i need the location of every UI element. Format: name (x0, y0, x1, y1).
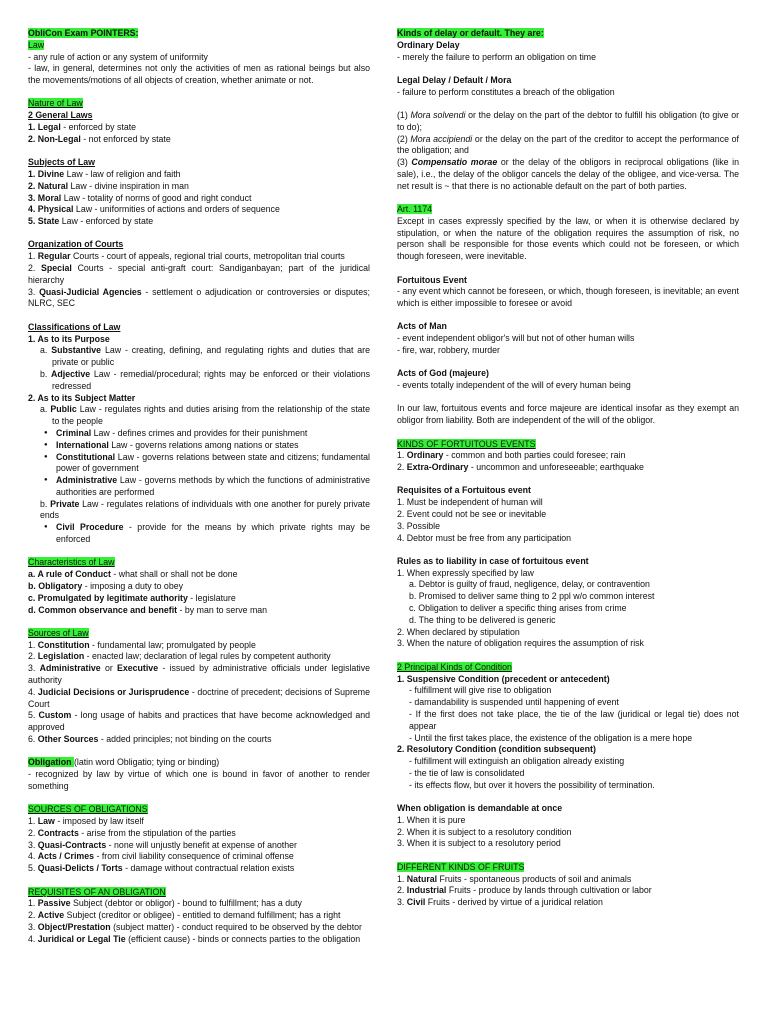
list-item: 2. When it is subject to a resolutory condition (397, 826, 572, 837)
list-item: a. Debtor is guilty of fraud, negligence, delay, or contravention (409, 579, 650, 590)
acts-man-line: - fire, war, robbery, murder (397, 345, 500, 356)
list-item: b. Obligatory - imposing a duty to obey (28, 580, 183, 591)
list-item: 4. Judicial Decisions or Jurisprudence - doctrine of precedent; decisions of Supreme Court (28, 686, 370, 709)
list-item: 3. Administrative or Executive - issued by administrative officials under legislative authority (28, 663, 371, 686)
list-item: - If the first does not take place, the tie of the law (juridical or legal tie) does not appear (409, 708, 739, 731)
legal-delay-heading: Legal Delay / Default / Mora (397, 74, 512, 85)
bullet-item: ● Constitutional Law - governs relations between state and citizens; fundamental power of government (44, 452, 370, 476)
list-item: a. Substantive Law - creating, defining, and regulating rights and duties that are private or public (40, 345, 370, 368)
list-item: 3. Object/Prestation (subject matter) - conduct required to be observed by the debtor (28, 921, 362, 932)
list-item: 3. Possible (397, 520, 441, 531)
list-item: 6. Other Sources - added principles; not binding on the courts (28, 734, 272, 745)
subjects-heading: Subjects of Law (28, 157, 95, 168)
resolutory-heading: 2. Resolutory Condition (condition subsequent) (397, 744, 596, 755)
delay-heading: Kinds of delay or default. They are: (397, 28, 544, 38)
kinds-fortuitous-heading: KINDS OF FORTUITOUS EVENTS (397, 438, 536, 449)
list-item: 3. Civil Fruits - derived by virtue of a juridical relation (397, 897, 603, 908)
list-item: d. Common observance and benefit - by man to serve man (28, 604, 268, 615)
law-line: - law, in general, determines not only the activities of men as rational beings but also the movements/motions of all objects of creation, whether animate or not. (28, 63, 370, 86)
list-item: 4. Debtor must be free from any participation (397, 532, 572, 543)
list-item: 5. Custom - long usage of habits and practices that have become acknowledged and approved (28, 710, 370, 733)
demandable-heading: When obligation is demandable at once (397, 803, 563, 814)
bullet-item: ● International Law - governs relations among nations or states (44, 440, 370, 452)
classifications-heading: Classifications of Law (28, 321, 121, 332)
list-item: 1. Natural Fruits - spontaneous products of soil and animals (397, 873, 632, 884)
list-item: 2. When declared by stipulation (397, 626, 520, 637)
bullet-item: ● Criminal Law - defines crimes and provides for their punishment (44, 428, 370, 440)
class-purpose: 1. As to its Purpose (28, 333, 110, 344)
sources-heading: Sources of Law (28, 627, 89, 638)
left-column (28, 28, 370, 945)
art-heading: Art. 1174 (397, 204, 433, 215)
art-text: Except in cases expressly specified by the law, or when it is otherwise declared by stipulation, or when the nature of the obligation requires the assumption of risk, no person shall be responsible for those events which could not be foreseen, or which though foreseen, were inevitable. (397, 215, 739, 262)
acts-man-line: - event independent obligor's will but not of other human wills (397, 333, 635, 344)
ordinary-delay-line: - merely the failure to perform an obligation on time (397, 51, 597, 62)
list-item: 2. Special Courts - special anti-graft court: Sandiganbayan; part of the juridical hierarchy (28, 263, 371, 285)
sources-obligations-heading: SOURCES OF OBLIGATIONS (28, 804, 148, 815)
requisites-fortuitous-heading: Requisites of a Fortuitous event (397, 485, 531, 496)
list-item: - damandability is suspended until happening of event (409, 697, 619, 708)
list-item: 1. Constitution - fundamental law; promulgated by people (28, 639, 256, 650)
list-item: b. Private Law - regulates relations of individuals with one another for purely private ends (40, 498, 370, 521)
law-heading: Law (28, 39, 45, 50)
general-laws-heading: 2 General Laws (28, 110, 93, 121)
list-item: c. Obligation to deliver a specific thing arises from crime (409, 603, 627, 614)
requisites-heading: REQUISITES OF AN OBLIGATION (28, 886, 166, 897)
ordinary-delay-heading: Ordinary Delay (397, 39, 460, 50)
characteristics-heading: Characteristics of Law (28, 557, 115, 568)
law-line: - any rule of action or any system of uniformity (28, 51, 208, 62)
suspensive-heading: 1. Suspensive Condition (precedent or antecedent) (397, 673, 610, 684)
list-item: 1. Divine Law - law of religion and faith (28, 168, 181, 179)
list-item: 5. State Law - enforced by state (28, 216, 154, 227)
list-item: a. Public Law - regulates rights and duties arising from the relationship of the state to the people (40, 404, 370, 427)
list-item: - the tie of law is consolidated (409, 767, 525, 778)
condition-heading: 2 Principal Kinds of Condition (397, 661, 512, 672)
list-item: 1. When expressly specified by law (397, 567, 534, 578)
acts-man-heading: Acts of Man (397, 321, 447, 332)
doc-title: ObliCon Exam POINTERS: (28, 28, 139, 38)
list-item: 1. Passive Subject (debtor or obligor) - bound to fulfillment; has a duty (28, 898, 302, 909)
fruits-heading: DIFFERENT KINDS OF FRUITS (397, 861, 525, 872)
class-subject-matter: 2. As to its Subject Matter (28, 392, 136, 403)
legal-delay-line: - failure to perform constitutes a breach of the obligation (397, 86, 615, 97)
list-item: 3. Quasi-Judicial Agencies - settlement o adjudication or controversies or disputes; NLRC, SEC (28, 286, 370, 309)
list-item: - fulfillment will extinguish an obligation already existing (409, 756, 625, 767)
list-item: a. A rule of Conduct - what shall or shall not be done (28, 569, 238, 580)
list-item: 1. Ordinary - common and both parties could foresee; rain (397, 450, 626, 461)
list-item: 2. Contracts - arise from the stipulation of the parties (28, 827, 236, 838)
list-item: 1. Regular Courts - court of appeals, regional trial courts, metropolitan trial courts (28, 251, 345, 262)
list-item: 2. Extra-Ordinary - uncommon and unforeseeable; earthquake (397, 462, 644, 473)
bullet-item: ● Administrative Law - governs methods by which the functions of administrative authorities are performed (44, 475, 370, 499)
list-item: 4. Acts / Crimes - from civil liability consequence of criminal offense (28, 851, 294, 862)
list-item: 3. Quasi-Contracts - none will unjustly benefit at expense of another (28, 839, 297, 850)
bullet-item: ● Civil Procedure - provide for the means by which private rights may be enforced (44, 522, 370, 546)
mora-item: (3) Compensatio morae or the delay of the obligors in reciprocal obligations (like in sale), i.e., the delay of the obligor cancels the delay of the obligee, and vice-versa. The net result is ~ that there is no actionable default on the part of both parties. (397, 157, 739, 191)
fortuitous-line: - any event which cannot be foreseen, or which, though foreseen, is inevitable; an event which is either impossible to foresee or avoid (397, 286, 739, 309)
list-item: b. Promised to deliver same thing to 2 ppl w/o common interest (409, 591, 655, 602)
courts-heading: Organization of Courts (28, 239, 124, 250)
list-item: 2. Non-Legal - not enforced by state (28, 133, 171, 144)
list-item: c. Promulgated by legitimate authority - legislature (28, 592, 236, 603)
list-item: 5. Quasi-Delicts / Torts - damage without contractual relation exists (28, 863, 295, 874)
list-item: - fulfillment will give rise to obligation (409, 685, 552, 696)
list-item: - its effects flow, but over it hovers the possibility of termination. (409, 779, 655, 790)
acts-god-line: - events totally independent of the will of every human being (397, 380, 631, 391)
list-item: 3. When it is subject to a resolutory period (397, 838, 561, 849)
list-item: 2. Natural Law - divine inspiration in man (28, 180, 189, 191)
list-item: 1. When it is pure (397, 814, 466, 825)
our-law-paragraph: In our law, fortuitous events and force majeure are identical insofar as they exempt an obligor from liability. Both are independent of the will of the obligor. (397, 403, 739, 426)
list-item: 4. Physical Law - uniformities of actions and orders of sequence (28, 204, 280, 215)
list-item: d. The thing to be delivered is generic (409, 614, 556, 625)
obligation-heading-line: Obligation (latin word Obligatio; tying or binding) (28, 757, 220, 768)
fortuitous-heading: Fortuitous Event (397, 274, 467, 285)
list-item: b. Adjective Law - remedial/procedural; rights may be enforced or their violations redressed (40, 368, 370, 391)
list-item: 3. When the nature of obligation requires the assumption of risk (397, 638, 644, 649)
acts-god-heading: Acts of God (majeure) (397, 368, 489, 379)
list-item: - Until the first takes place, the existence of the obligation is a mere hope (409, 732, 693, 743)
list-item: 2. Event could not be see or inevitable (397, 509, 547, 519)
obligation-line: - recognized by law by virtue of which one is bound in favor of another to render something (28, 769, 370, 791)
mora-item: (1) Mora solvendi or the delay on the part of the debtor to fulfill his obligation (to give or to do); (397, 109, 740, 132)
list-item: 1. Legal - enforced by state (28, 122, 137, 133)
right-column (397, 28, 739, 909)
nature-heading: Nature of Law (28, 98, 83, 109)
obligation-heading: Obligation (28, 757, 74, 768)
list-item: 3. Moral Law - totality of norms of good and right conduct (28, 192, 252, 203)
list-item: 1. Must be independent of human will (397, 497, 543, 508)
list-item: 2. Industrial Fruits - produce by lands through cultivation or labor (397, 885, 652, 896)
rules-heading: Rules as to liability in case of fortuitous event (397, 555, 589, 566)
list-item: 1. Law - imposed by law itself (28, 816, 144, 827)
list-item: 4. Juridical or Legal Tie (efficient cause) - binds or connects parties to the obligation (28, 933, 361, 944)
mora-item: (2) Mora accipiendi or the delay on the part of the creditor to accept the performance of the obligation; and (397, 133, 739, 156)
list-item: 2. Legislation - enacted law; declaration of legal rules by competent authority (28, 651, 331, 662)
list-item: 2. Active Subject (creditor or obligee) - entitled to demand fulfillment; has a right (28, 910, 341, 921)
